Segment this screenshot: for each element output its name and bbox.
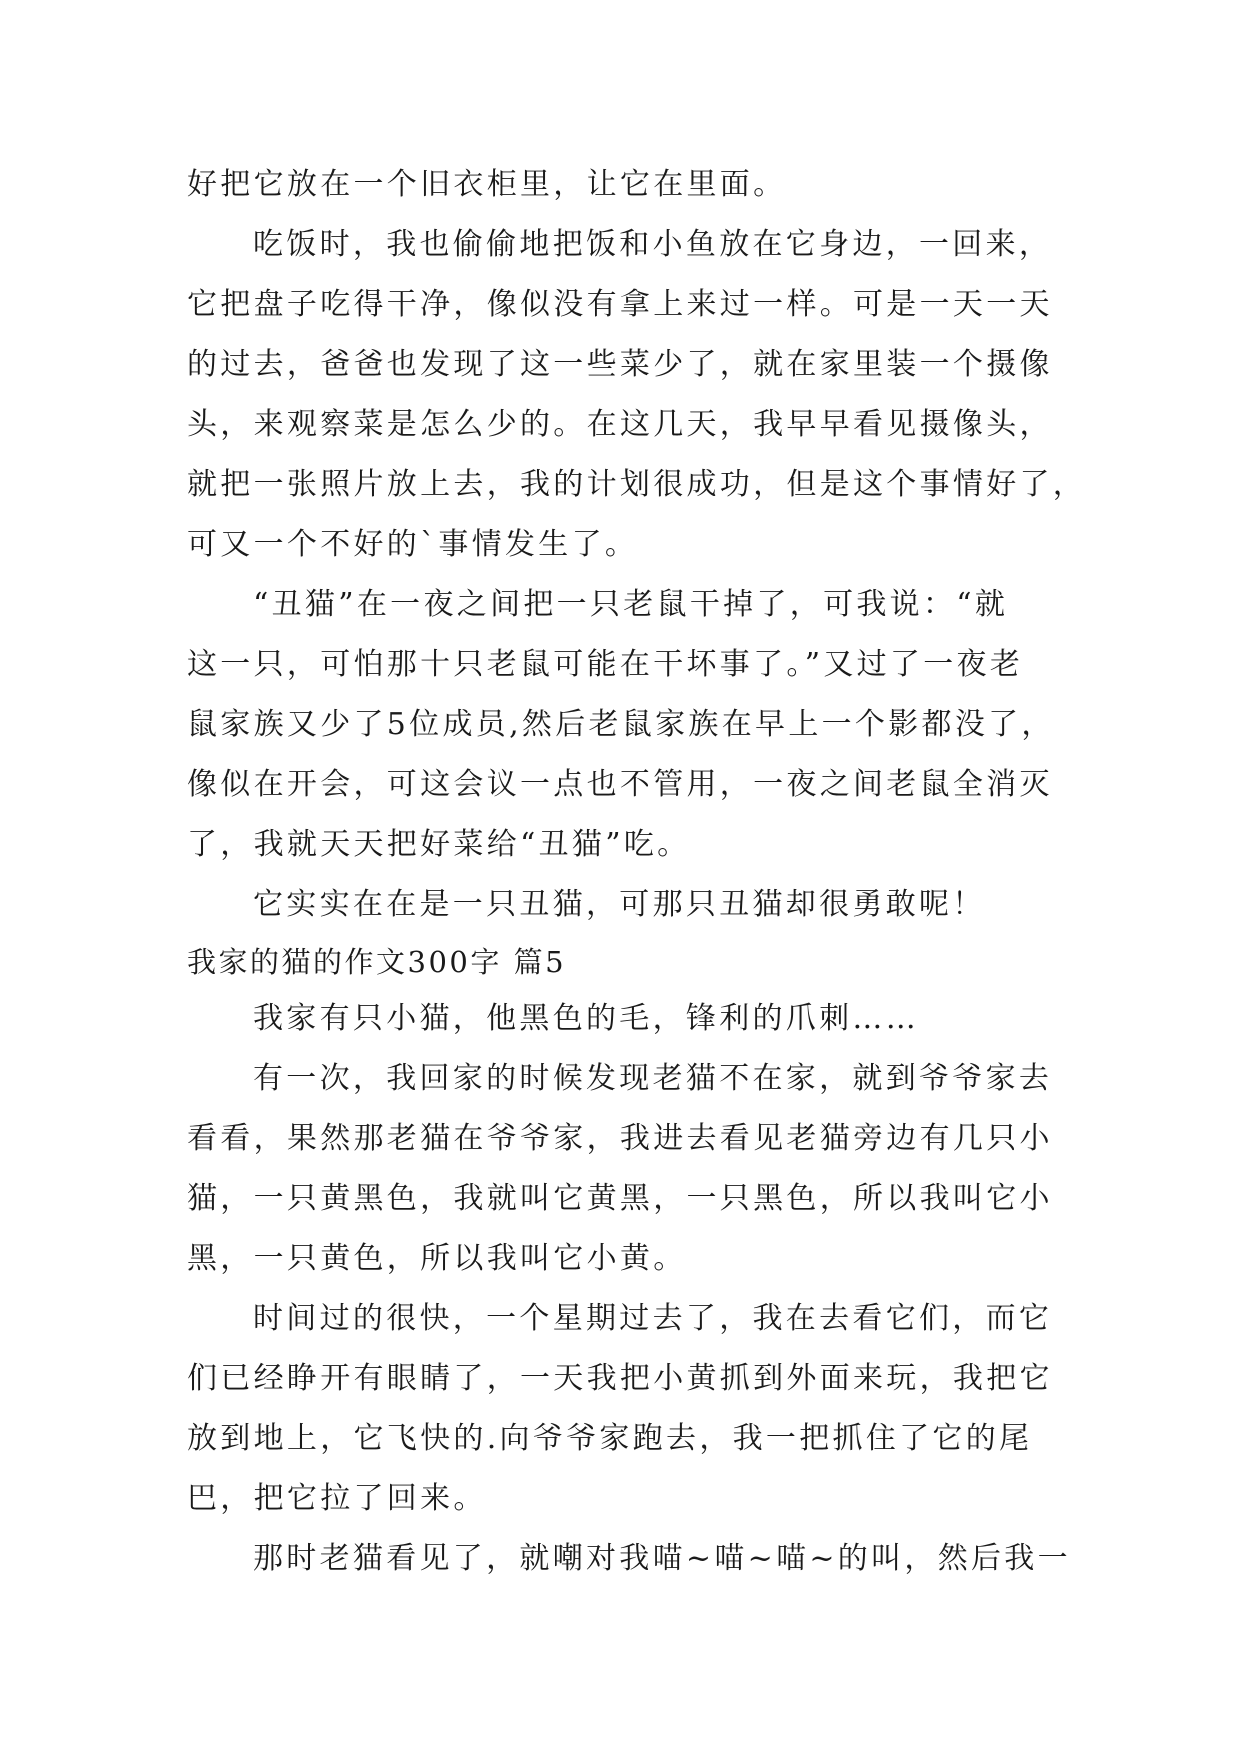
text-line: 时间过的很快，一个星期过去了，我在去看它们，而它 xyxy=(253,1301,1053,1336)
paragraph xyxy=(187,875,1087,935)
text-line: “丑猫”在一夜之间把一只老鼠干掉了，可我说：“就 xyxy=(253,587,1009,622)
text-line: 了，我就天天把好菜给“丑猫”吃。 xyxy=(187,827,691,862)
text-line: 鼠家族又少了5位成员,然后老鼠家族在早上一个影都没了， xyxy=(187,707,1055,742)
text-line: 像似在开会，可这会议一点也不管用，一夜之间老鼠全消灭 xyxy=(187,767,1053,802)
essay-heading: 我家的猫的作文300字 篇5 xyxy=(187,945,567,979)
paragraph xyxy=(187,1049,1087,1289)
paragraph xyxy=(187,575,1087,875)
paragraph xyxy=(187,215,1087,575)
text-line: 这一只，可怕那十只老鼠可能在干坏事了。”又过了一夜老 xyxy=(187,647,1024,682)
text-line: 看看，果然那老猫在爷爷家，我进去看见老猫旁边有几只小 xyxy=(187,1121,1053,1156)
text-line: 头，来观察菜是怎么少的。在这几天，我早早看见摄像头， xyxy=(187,407,1053,442)
text-line: 猫，一只黄黑色，我就叫它黄黑，一只黑色，所以我叫它小 xyxy=(187,1181,1053,1216)
text-line: 它把盘子吃得干净，像似没有拿上来过一样。可是一天一天 xyxy=(187,287,1053,322)
paragraph xyxy=(187,1529,1087,1589)
paragraph xyxy=(187,155,1087,215)
text-line: 放到地上，它飞快的.向爷爷家跑去，我一把抓住了它的尾 xyxy=(187,1421,1033,1456)
text-line: 好把它放在一个旧衣柜里，让它在里面。 xyxy=(187,167,787,202)
text-line: 们已经睁开有眼睛了，一天我把小黄抓到外面来玩，我把它 xyxy=(187,1361,1053,1396)
text-line: 可又一个不好的`事情发生了。 xyxy=(187,527,639,562)
text-line: 吃饭时，我也偷偷地把饭和小鱼放在它身边，一回来， xyxy=(253,227,1053,262)
text-line: 的过去，爸爸也发现了这一些菜少了，就在家里装一个摄像 xyxy=(187,347,1053,382)
text-line: 有一次，我回家的时候发现老猫不在家，就到爷爷家去 xyxy=(253,1061,1053,1096)
text-line: 黑，一只黄色，所以我叫它小黄。 xyxy=(187,1241,687,1276)
text-line: 它实实在在是一只丑猫，可那只丑猫却很勇敢呢！ xyxy=(253,887,986,922)
paragraph xyxy=(187,1289,1087,1529)
text-line: 那时老猫看见了，就嘲对我喵~喵~喵~的叫，然后我一 xyxy=(253,1541,1071,1576)
text-line: 我家有只小猫，他黑色的毛，锋利的爪刺…… xyxy=(253,1001,919,1036)
text-line: 就把一张照片放上去，我的计划很成功，但是这个事情好了， xyxy=(187,467,1087,502)
paragraph xyxy=(187,989,1087,1049)
text-line: 巴，把它拉了回来。 xyxy=(187,1481,487,1516)
document-body xyxy=(187,155,1087,1589)
